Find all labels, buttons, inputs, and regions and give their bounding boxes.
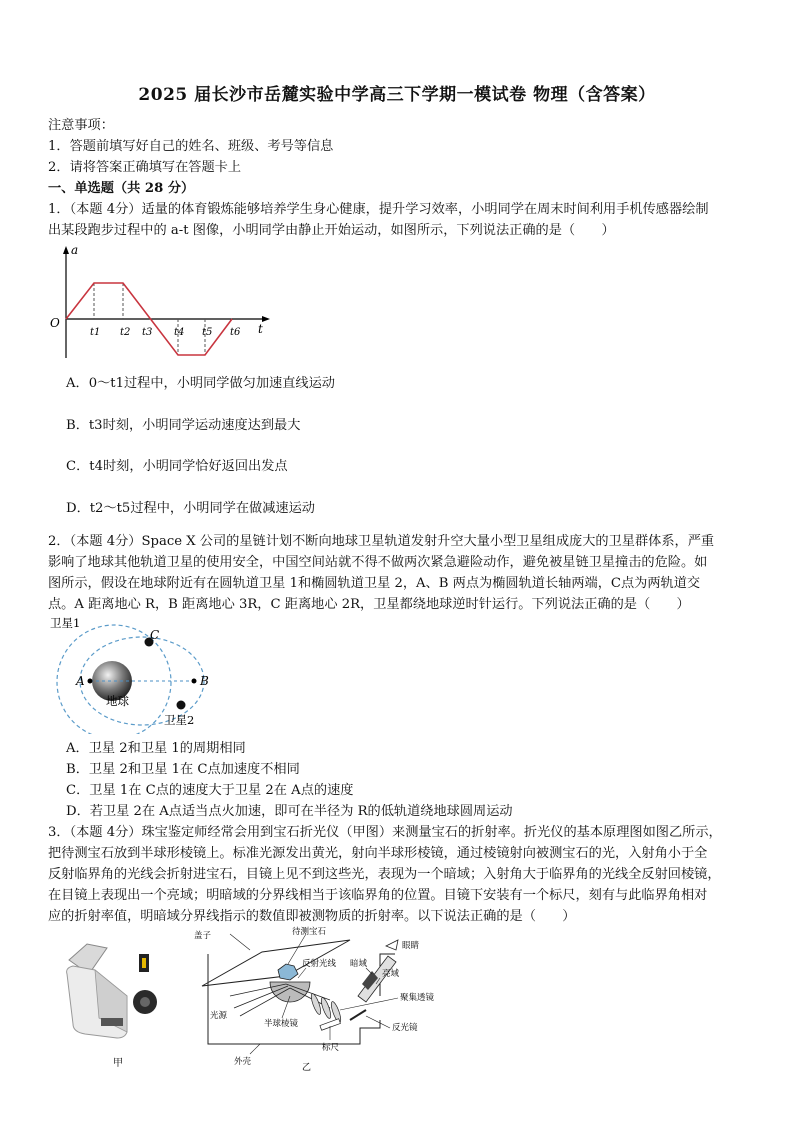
fig-jia-label: 甲 — [113, 1058, 123, 1069]
label-cover: 盖子 — [194, 931, 212, 941]
eyepiece-lens — [140, 997, 150, 1007]
q2-orbit-figure — [44, 614, 234, 734]
page-title: 2025 届长沙市岳麓实验中学高三下学期一模试卷 物理（含答案） — [138, 85, 656, 105]
notice-heading: 注意事项： — [48, 118, 114, 133]
b-label: B — [200, 674, 209, 688]
q2-option-a: A．卫星 2和卫星 1的周期相同 — [66, 741, 246, 756]
c-label: C — [150, 628, 160, 642]
hemi-prism — [270, 982, 310, 1002]
notice-item-1: 1．答题前填写好自己的姓名、班级、考号等信息 — [48, 139, 334, 154]
q1-stem-line-1: 1．（本题 4分）适量的体育锻炼能够培养学生身心健康，提升学习效率，小明同学在周末时间利用手机传感器绘制 — [48, 202, 709, 217]
q1-option-c: C．t4时刻，小明同学恰好返回出发点 — [66, 459, 288, 474]
q1-option-a: A．0～t1过程中，小明同学做匀加速直线运动 — [66, 376, 335, 391]
q2-stem-line-2: 影响了地球其他轨道卫星的使用安全，中国空间站就不得不做两次紧急避险动作，避免被星链卫星撞击的危险。如 — [48, 555, 708, 570]
refractometer-schematic — [190, 926, 480, 1074]
device-tag-stripe — [142, 958, 146, 968]
label-gem: 待测宝石 — [292, 927, 327, 937]
tick-t1: t1 — [90, 327, 101, 338]
label-dark: 暗域 — [350, 959, 368, 969]
q3-stem-line-5: 应的折射率值，明暗域分界线指示的数值即被测物质的折射率。以下说法正确的是（ ） — [48, 909, 576, 924]
q3-stem-line-1: 3．（本题 4分）珠宝鉴定师经常会用到宝石折光仪（甲图）来测量宝石的折射率。折光仪的基本原理图如图乙所示， — [48, 825, 722, 840]
label-scale: 标尺 — [322, 1043, 340, 1053]
q1-option-b: B．t3时刻，小明同学运动速度达到最大 — [66, 418, 301, 433]
x-axis-label: t — [258, 322, 263, 336]
refractometer-photo — [55, 934, 175, 1069]
label-lens: 聚集透镜 — [400, 993, 435, 1003]
q2-option-d: D．若卫星 2在 A点适当点火加速，即可在半径为 R的低轨道绕地球圆周运动 — [66, 804, 513, 819]
q3-stem-line-4: 在目镜上表现出一个亮域；明暗域的分界线相当于该临界角的位置。目镜下安装有一个标尺，刻有与此临界角相对 — [48, 888, 708, 903]
leader-reflect — [298, 968, 306, 978]
origin-label: O — [50, 316, 60, 330]
q1-option-d: D．t2～t5过程中，小明同学在做减速运动 — [66, 501, 315, 516]
point-a — [88, 679, 93, 684]
sat1-label: 卫星1 — [50, 616, 81, 630]
sat2-label: 卫星2 — [164, 713, 195, 727]
tick-t5: t5 — [202, 327, 213, 338]
label-bright: 亮域 — [382, 969, 400, 979]
q2-stem-line-4: 点。A 距离地心 R，B 距离地心 3R，C 距离地心 2R，卫星都绕地球逆时针运行。下列说法正确的是（ ） — [48, 597, 690, 612]
a-label: A — [76, 674, 85, 688]
label-shell: 外壳 — [234, 1057, 252, 1067]
tick-t6: t6 — [230, 327, 241, 338]
satellite-2 — [177, 701, 186, 710]
point-b — [192, 679, 197, 684]
q1-stem-line-2: 出某段跑步过程中的 a-t 图像，小明同学由静止开始运动，如图所示，下列说法正确的是（ ） — [48, 223, 615, 238]
section-heading: 一、单选题（共 28 分） — [48, 181, 195, 196]
tick-t3: t3 — [142, 327, 153, 338]
lens-1 — [309, 993, 322, 1016]
lens-2 — [319, 997, 332, 1020]
fig-yi-label: 乙 — [302, 1063, 312, 1073]
label-prism: 半球棱镜 — [264, 1019, 299, 1029]
y-axis-label: a — [71, 243, 79, 257]
q3-stem-line-2: 把待测宝石放到半球形棱镜上。标准光源发出黄光，射向半球形棱镜，通过棱镜射向被测宝石的光，入射角小于全 — [48, 846, 708, 861]
label-eye: 眼睛 — [402, 941, 420, 951]
label-reflect: 反射光线 — [302, 959, 337, 969]
gem — [278, 964, 298, 980]
leader-lens — [340, 998, 398, 1010]
q2-stem-line-3: 图所示，假设在地球附近有在圆轨道卫星 1和椭圆轨道卫星 2，A、B 两点为椭圆轨道长轴两端，C点为两轨道交 — [48, 576, 701, 591]
leader-mirror — [366, 1016, 390, 1028]
device-strip — [101, 1018, 123, 1026]
x-axis-arrow — [262, 316, 270, 322]
q1-at-graph — [44, 240, 274, 365]
q2-stem-line-1: 2．（本题 4分）Space X 公司的星链计划不断向地球卫星轨道发射升空大量小型卫星组成庞大的卫星群体系，严重 — [48, 534, 715, 549]
y-axis-arrow — [63, 246, 69, 254]
leader-cover — [230, 934, 250, 950]
q2-option-b: B．卫星 2和卫星 1在 C点加速度不相同 — [66, 762, 300, 777]
earth-label: 地球 — [106, 694, 129, 708]
leader-shell — [250, 1044, 260, 1054]
q2-option-c: C．卫星 1在 C点的速度大于卫星 2在 A点的速度 — [66, 783, 354, 798]
tick-t2: t2 — [120, 327, 131, 338]
mirror — [350, 1010, 366, 1020]
q3-stem-line-3: 反射临界角的光线会折射进宝石，目镜上见不到这些光，表现为一个暗域；入射角大于临界角的光线全反射回棱镜， — [48, 867, 721, 882]
label-mirror: 反光镜 — [392, 1023, 418, 1033]
notice-item-2: 2．请将答案正确填写在答题卡上 — [48, 160, 242, 175]
tick-t4: t4 — [174, 327, 185, 338]
label-source: 光源 — [210, 1011, 228, 1021]
eye-icon — [386, 940, 398, 950]
